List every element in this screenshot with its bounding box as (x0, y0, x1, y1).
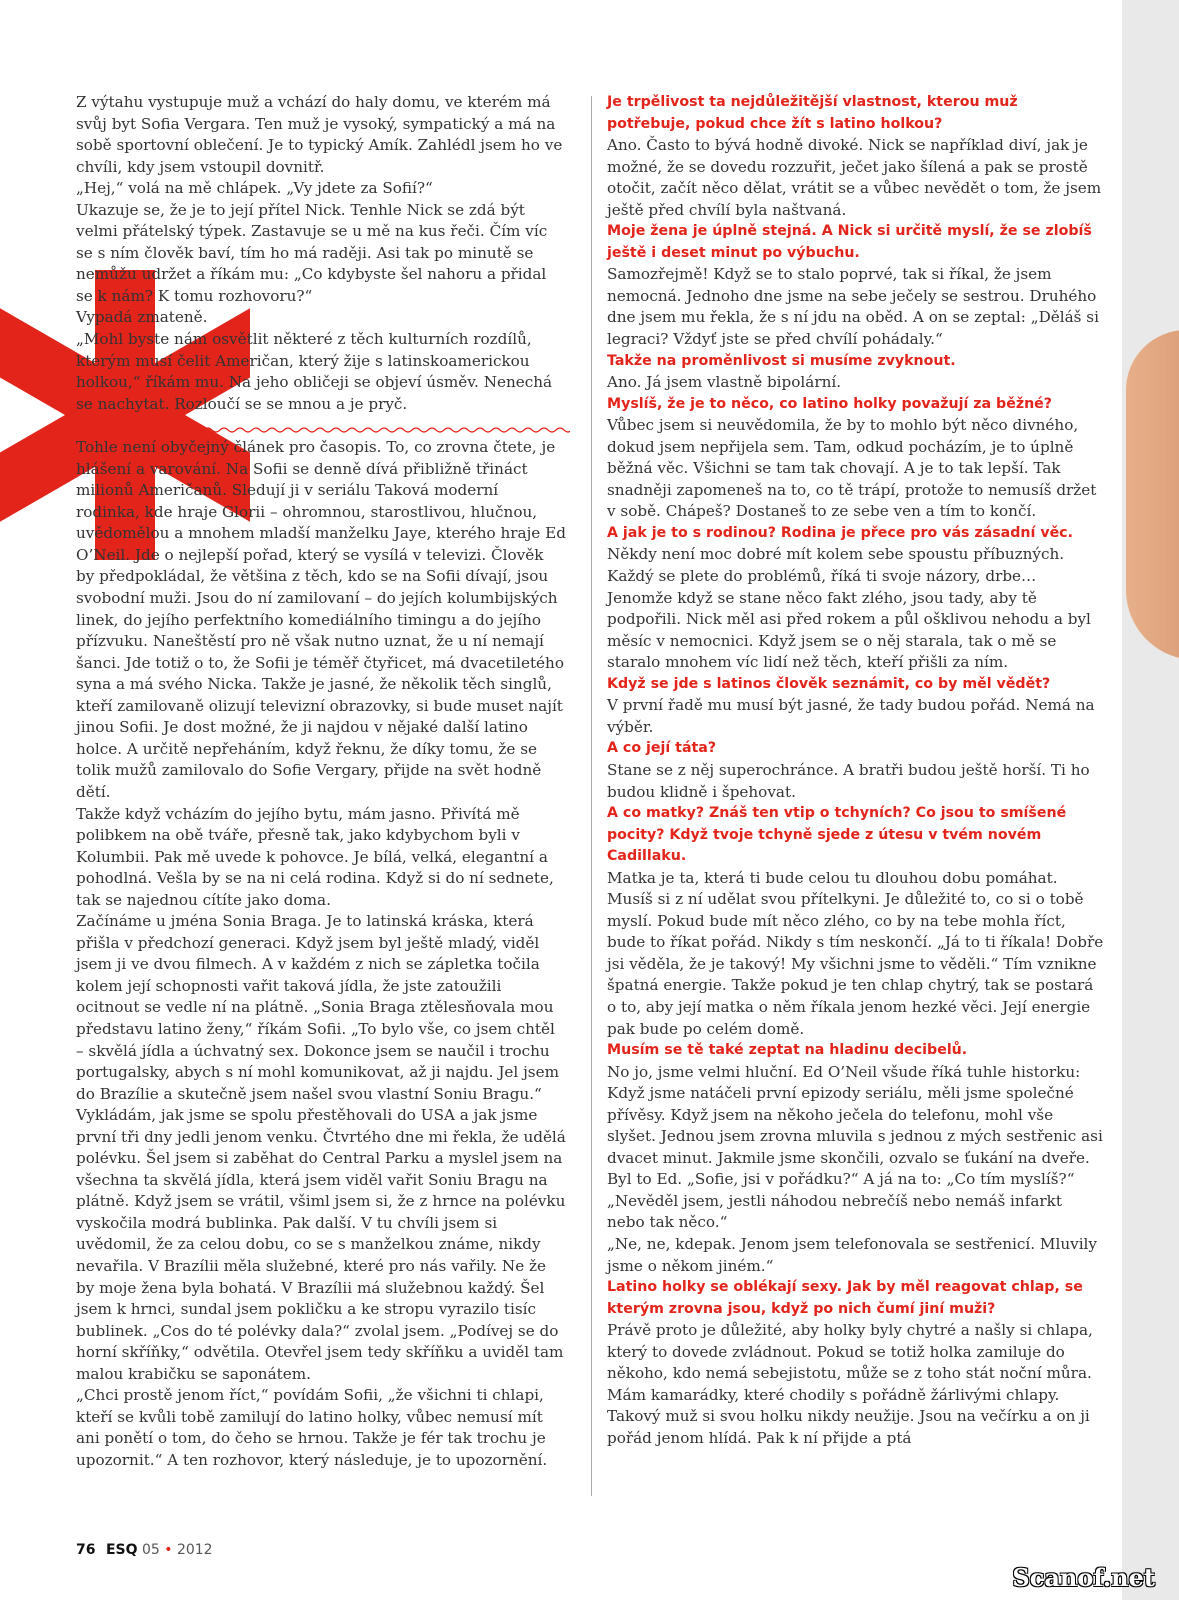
interview-question: Když se jde s latinos člověk seznámit, co by měl vědět? (607, 675, 1051, 692)
column-divider (591, 96, 592, 1496)
article-paragraph: Z výtahu vystupuje muž a vchází do haly domu, ve kterém má svůj byt Sofia Vergara. Ten muž je vysoký, sympatický a má na sobě sportovní oblečení. Je to typický Amík. Zahlédl jsem ho ve chvíli, kdy jsem vstoupil dovnitř. (76, 93, 563, 176)
watermark: Scanof.net (1012, 1563, 1155, 1592)
issue-number: 05 (141, 1542, 160, 1558)
article-paragraph: Tohle není obyčejný článek pro časopis. To, co zrovna čtete, je hlášení a varování. Na Sofii se denně dívá přibližně třináct milionů Američanů. Sledují ji v seriálu Taková moderní rodinka, kde hraje Glorii – ohromnou, starostlivou, hlučnou, uvědomělou a mnohem mladší manželku Jaye, kterého hraje Ed O’Neil. Jde o nejlepší pořad, který se vysílá v televizi. Člověk by předpokládal, že většina z těch, kdo se na Sofii dívají, jsou svobodní muži. Jsou do ní zamilovaní – do jejích kolumbijských linek, do jejího perfektního komediálního timingu a do jejího přízvuku. Naneštěstí pro ně však nutno uznat, že u ní nemají šanci. Jde totiž o to, že Sofii je téměř čtyřicet, má dvacetiletého syna a má svého Nicka. Takže je jasné, že několik těch singlů, kteří zamilovaně olizují televizní obrazovky, si bude muset najít jinou Sofii. Je dost možné, že ji najdou v nějaké další latino holce. A určitě nepřeháním, když řeknu, že díky tomu, že se tolik mužů zamilovalo do Sofie Vergary, přijde na svět hodně dětí. (76, 438, 566, 801)
article-paragraph: Vypadá zmateně. (76, 308, 208, 327)
article-paragraph: „Mohl byste nám osvětlit některé z těch kulturních rozdílů, kterým musí čelit Američan, který žije s latinskoamerickou holkou,“ říkám mu. Na jeho obličeji se objeví úsměv. Nenechá se nachytat. Rozloučí se se mnou a je pryč. (76, 330, 553, 413)
interview-question: A jak je to s rodinou? Rodina je přece pro vás zásadní věc. (607, 524, 1073, 541)
interview-answer: No jo, jsme velmi hluční. Ed O’Neil všude říká tuhle historku: Když jsme natáčeli první epizody seriálu, měli jsme společné přívěsy. Když jsem na někoho ječela do telefonu, mohl vše slyšet. Jednou jsem zrovna mluvila s jednou z mých sestřenic asi dvacet minut. Jakmile jsme skončili, ozvalo se ťukání na dveře. Byl to Ed. „Sofie, jsi v pořádku?“ A já na to: „Co tím myslíš?“ (607, 1062, 1103, 1189)
interview-answer: Matka je ta, která ti bude celou tu dlouhou dobu pomáhat. Musíš si z ní udělat svou přítelkyni. Je důležité to, co si o tobě myslí. Pokud bude mít něco zlého, co by na tebe mohla říct, bude to říkat pořád. Nikdy s tím neskončí. „Já to ti říkala! Dobře jsi věděla, že je takový! My všichni jsme to věděli.“ Tím vznikne špatná energie. Takže pokud je ten chlap chytrý, tak se postará o to, aby její matka o něm říkala jenom hezké věci. Její energie pak bude po celém domě. (607, 868, 1104, 1038)
article-paragraph: „Chci prostě jenom říct,“ povídám Sofii, „že všichni ti chlapi, kteří se kvůli tobě zamilují do latino holky, vůbec nemusí mít ani ponětí o tom, do čeho se hrnou. Takže je fér tak trochu je upozornit.“ A ten rozhovor, který následuje, je to upozornění. (76, 1386, 548, 1469)
page-footer (76, 1542, 213, 1558)
interview-answer: Samozřejmě! Když se to stalo poprvé, tak si říkal, že jsem nemocná. Jednoho dne jsme na sebe ječely se sestrou. Druhého dne jsem mu řekla, že s ní jdu na oběd. A on se zeptal: „Děláš si legraci? Vždyť jste se před chvílí pohádaly.“ (607, 265, 1099, 349)
article-paragraph: Začínáme u jména Sonia Braga. Je to latinská kráska, která přišla v předchozí generaci. Když jsem byl ještě mladý, viděl jsem ji ve dvou filmech. A v každém z nich se zápletka točila kolem její schopnosti vařit taková jídla, že jste zatoužili ocitnout se vedle ní na plátně. „Sonia Braga ztělesňovala mou představu latino ženy,“ říkám Sofii. „To bylo vše, co jsem chtěl – skvělá jídla a úchvatný sex. Dokonce jsem se naučil i trochu portugalsky, abych s ní mohl komunikovat, až ji najdu. Jel jsem do Brazílie a skutečně jsem našel svou vlastní Soniu Bragu.“ (76, 912, 559, 1103)
interview-question: Musím se tě také zeptat na hladinu decibelů. (607, 1042, 968, 1059)
interview-answer: „Ne, ne, kdepak. Jenom jsem telefonovala se sestřenicí. Mluvily jsme o někom jiném.“ (607, 1234, 1097, 1275)
interview-answer: „Nevěděl jsem, jestli náhodou nebrečíš nebo nemáš infarkt nebo tak něco.“ (607, 1191, 1062, 1232)
wavy-divider (76, 426, 570, 434)
article-paragraph: „Hej,“ volá na mě chlápek. „Vy jdete za Sofií?“ (76, 179, 433, 198)
interview-answer: Ano. Často to bývá hodně divoké. Nick se například diví, jak je možné, že se dovedu rozzuřit, ječet jako šílená a pak se prostě otočit, začít něco dělat, vrátit se a vůbec nevědět o tom, že jsem ještě před chvílí byla naštvaná. (607, 136, 1102, 219)
interview-answer: Právě proto je důležité, aby holky byly chytré a našly si chlapa, který to dovede zvládnout. Pokud se totiž holka zamiluje do někoho, kdo nemá sebejistotu, může se z toho stát noční můra. Mám kamarádky, které chodily s pořádně žárlivými chlapy. Takový muž si svou holku nikdy neužije. Jsou na večírku a on ji pořád jenom hlídá. Pak k ní přijde a ptá (607, 1321, 1093, 1447)
right-column-interview (607, 92, 1104, 1449)
footer-separator: • (164, 1542, 173, 1558)
article-paragraph: Ukazuje se, že je to její přítel Nick. Tenhle Nick se zdá být velmi přátelský týpek. Zastavuje se u mě na kus řeči. Čím víc se s ním člověk baví, tím ho má raději. Asi tak po minutě se nemůžu udržet a říkám mu: „Co kdybyste šel nahoru a přidal se k nám? K tomu rozhovoru?“ (76, 200, 548, 305)
interview-question: A co její táta? (607, 740, 717, 757)
intro-section (76, 92, 566, 415)
left-column (76, 92, 566, 1471)
interview-question: Je trpělivost ta nejdůležitější vlastnost, kterou muž potřebuje, pokud chce žít s latino holkou? (607, 94, 1018, 132)
interview-answer: V první řadě mu musí být jasné, že tady budou pořád. Nemá na výběr. (607, 696, 1095, 736)
magazine-name: ESQ (105, 1542, 138, 1558)
article-body-section (76, 437, 566, 1471)
page-gutter (1122, 0, 1179, 1600)
article-paragraph: Takže když vcházím do jejího bytu, mám jasno. Přivítá mě polibkem na obě tváře, přesně tak, jako kdybychom byli v Kolumbii. Pak mě uvede k pohovce. Je bílá, velká, elegantní a pohodlná. Vešla by se na ni celá rodina. Když si do ní sednete, tak se najednou cítíte jako doma. (76, 804, 554, 909)
interview-answer: Někdy není moc dobré mít kolem sebe spoustu příbuzných. Každý se plete do problémů, říká ti svoje názory, drbe… Jenomže když se stane něco fakt zlého, jsou tady, aby tě podpořili. Nick měl asi před rokem a půl ošklivou nehodu a byl měsíc v nemocnici. Když jsem se o něj starala, tak o mě se staralo mnohem víc lidí než těch, kteří přišli za ním. (607, 545, 1091, 672)
interview-answer: Vůbec jsem si neuvědomila, že by to mohlo být něco divného, dokud jsem nepřijela sem. Tam, odkud pocházím, je to úplně běžná věc. Všichni se tam tak chovají. A je to tak lepší. Tak snadněji zapomeneš na to, co tě trápí, protože to nemusíš držet v sobě. Chápeš? Dostaneš to ze sebe ven a tím to končí. (607, 416, 1097, 521)
interview-answer: Stane se z něj superochránce. A bratři budou ještě horší. Ti ho budou klidně i špehovat. (607, 760, 1090, 801)
page-number: 76 (76, 1542, 96, 1558)
photo-edge-arm (1126, 330, 1179, 660)
interview-answer: Ano. Já jsem vlastně bipolární. (607, 373, 842, 392)
interview-question: Myslíš, že je to něco, co latino holky považují za běžné? (607, 395, 1053, 412)
article-paragraph: Vykládám, jak jsme se spolu přestěhovali do USA a jak jsme první tři dny jedli jenom venku. Čtvrtého dne mi řekla, že udělá polévku. Šel jsem si zaběhat do Central Parku a myslel jsem na všechna ta skvělá jídla, která jsem viděl vařit Soniu Bragu na plátně. Když jsem se vrátil, všiml jsem si, že z hrnce na polévku vyskočila modrá bublinka. Pak další. V tu chvíli jsem si uvědomil, že za celou dobu, co se s manželkou známe, nikdy nevařila. V Brazílii měla služebné, které pro nás vařily. Ne že by moje žena byla bohatá. V Brazílii má služebnou každý. Šel jsem k hrnci, sundal jsem pokličku a ke stropu vyrazilo tisíc bublinek. „Cos do té polévky dala?“ zvolal jsem. „Podívej se do horní skříňky,“ odvětila. Otevřel jsem tedy skříňku a uviděl tam malou krabičku se saponátem. (76, 1106, 566, 1383)
interview-question: Moje žena je úplně stejná. A Nick si určitě myslí, že se zlobíš ještě i deset minut po výbuchu. (607, 223, 1092, 261)
interview-question: A co matky? Znáš ten vtip o tchyních? Co jsou to smíšené pocity? Když tvoje tchyně sjede z útesu v tvém novém Cadillaku. (607, 805, 1067, 865)
interview-question: Takže na proměnlivost si musíme zvyknout. (607, 352, 956, 369)
interview-question: Latino holky se oblékají sexy. Jak by měl reagovat chlap, se kterým zrovna jsou, když po nich čumí jiní muži? (607, 1279, 1083, 1317)
issue-year: 2012 (176, 1542, 213, 1558)
